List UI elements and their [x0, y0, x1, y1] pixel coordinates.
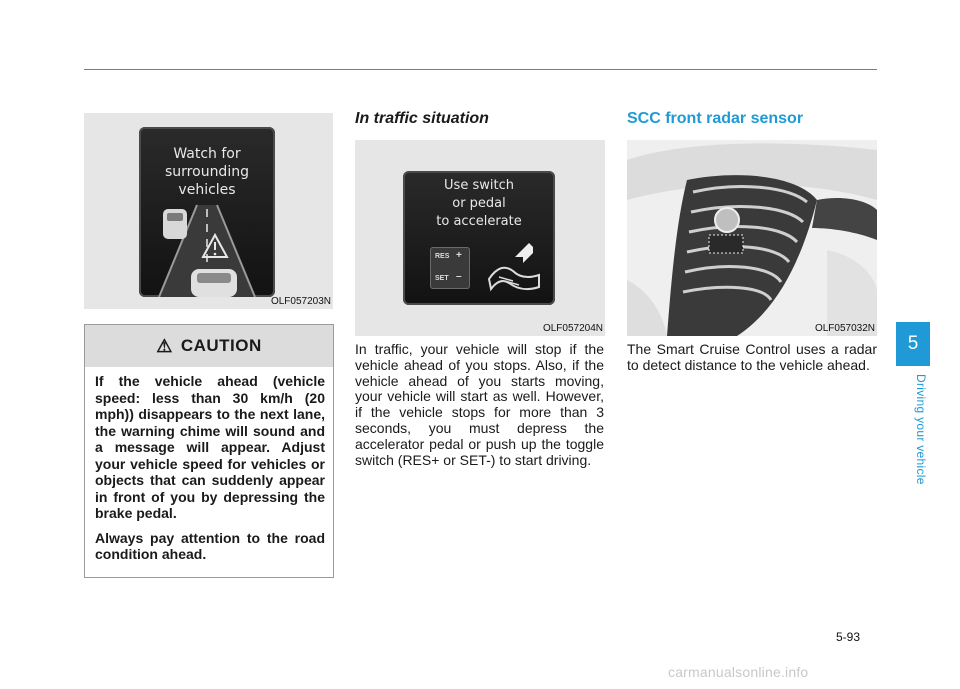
cluster-display-figure: [84, 113, 333, 309]
page-number: 5-93: [836, 630, 861, 644]
header-rule: [84, 69, 877, 70]
section-title: SCC front radar sensor: [627, 110, 804, 127]
caution-paragraph: Always pay attention to the road condition ahead.: [95, 529, 325, 562]
pedal-icon: [479, 237, 549, 297]
road-lanes-graphic: [139, 127, 275, 297]
toggle-switch-graphic: [430, 247, 470, 289]
section-title: In traffic situation: [355, 110, 489, 127]
cluster-message: Use switch or pedal to accelerate: [436, 178, 522, 229]
body-text: In traffic, your vehicle will stop if the vehicle ahead of you stops. Also, if the vehicle ahead of you starts moving, your vehicle will start as well. However, if the vehicle stops for more than 3 seconds, you must depress the accelerator pedal or push up the toggle switch (RES+ or SET-) to start driving.: [355, 341, 604, 468]
watermark: carmanualsonline.info: [668, 664, 809, 680]
car-front-illustration: [627, 140, 877, 336]
plus-icon: +: [456, 250, 462, 261]
figure-code: OLF057032N: [814, 323, 875, 334]
traffic-display-figure: [355, 140, 605, 336]
res-label: RES: [435, 253, 450, 260]
warning-triangle-icon: ⚠: [156, 335, 173, 356]
chapter-tab: 5: [896, 322, 930, 366]
set-label: SET: [435, 275, 449, 282]
cluster-screen: [139, 127, 275, 297]
caution-header: [85, 325, 333, 367]
figure-code: OLF057203N: [270, 296, 331, 307]
cluster-screen: [403, 171, 555, 305]
figure-code: OLF057204N: [542, 323, 603, 334]
caution-box: [84, 324, 334, 578]
minus-icon: –: [456, 271, 462, 282]
chapter-title: Driving your vehicle: [914, 374, 928, 485]
cluster-message: Watch for surrounding vehicles: [165, 146, 249, 198]
body-text: The Smart Cruise Control uses a radar to detect distance to the vehicle ahead.: [627, 341, 877, 373]
caution-body: [85, 367, 333, 563]
caution-paragraph: If the vehicle ahead (vehicle speed: less than 30 km/h (20 mph)) disappears to the next lane, the warning chime will sound and a message will appear. Adjust your vehicle speed for vehicles or objects that can suddenly appear in front of you by depressing the brake pedal.: [95, 373, 325, 521]
radar-sensor-figure: [627, 140, 877, 336]
caution-heading: CAUTION: [180, 336, 262, 355]
